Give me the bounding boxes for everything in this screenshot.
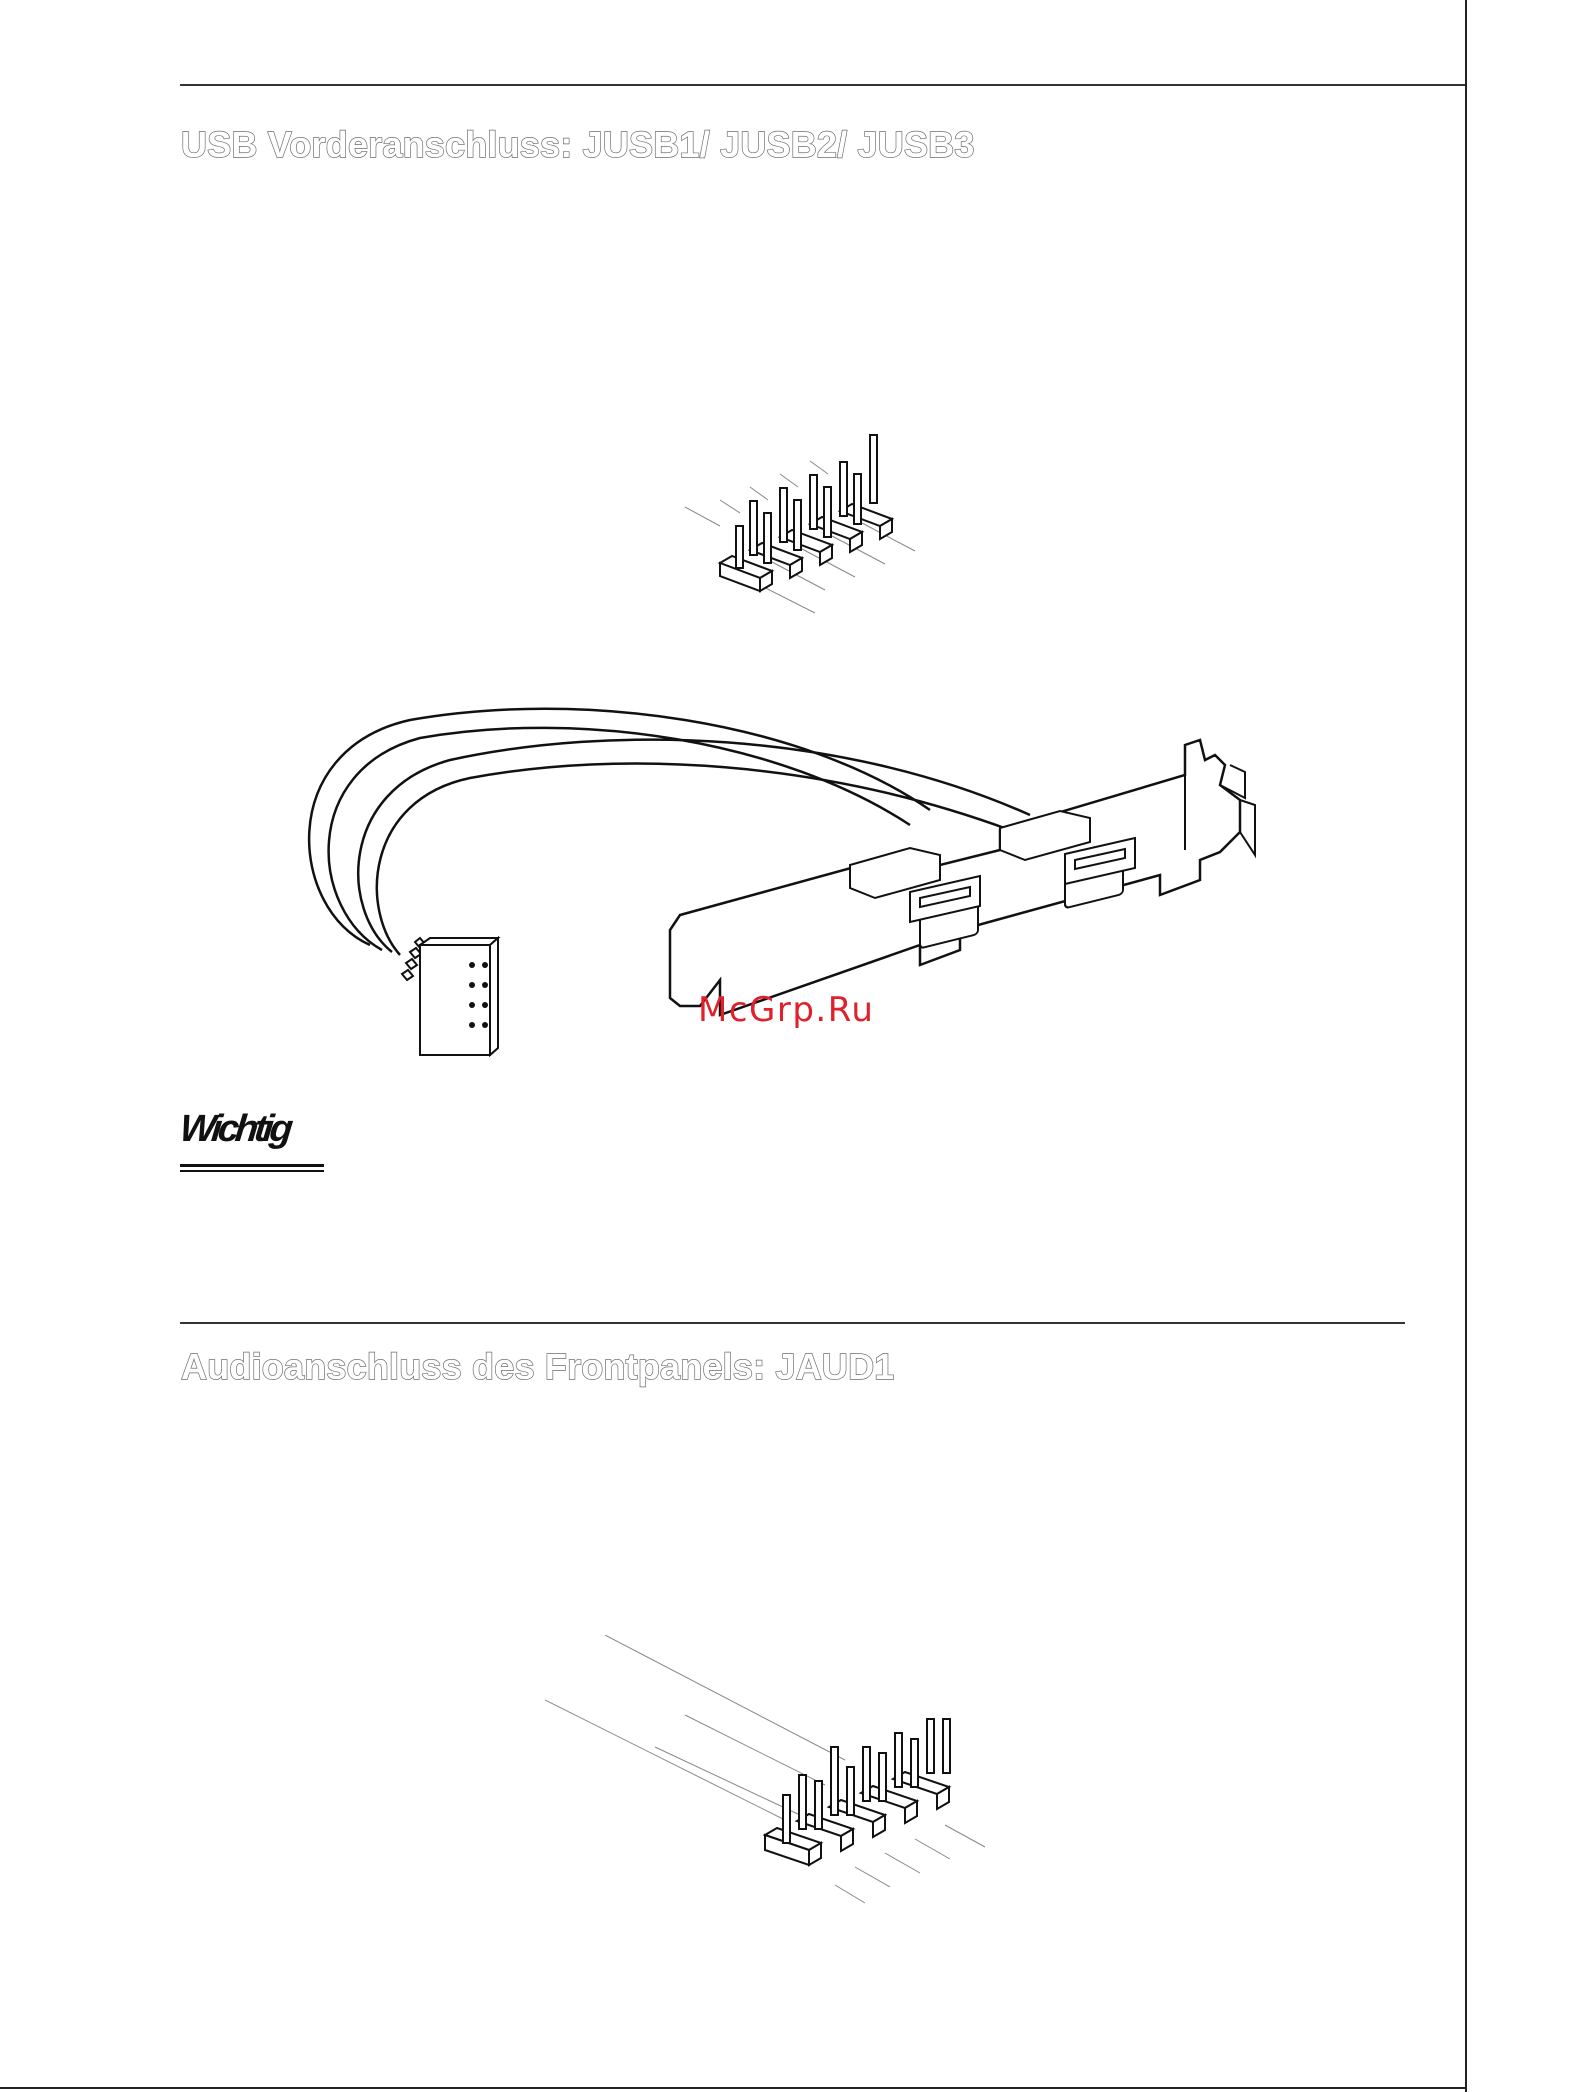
section-rule-audio [180,1322,1405,1324]
important-note-label: Wichtig [177,1108,292,1150]
important-note [177,1108,292,1151]
usb-pin-header-diagram [680,425,950,615]
section-rule-usb [180,84,1465,86]
watermark: McGrp.Ru [698,990,875,1030]
audio-pin-header-diagram [545,1635,1005,1945]
audio-section-heading: Audioanschluss des Frontpanels: JAUD1 [181,1346,895,1387]
usb-internal-plug [420,945,490,1055]
important-note-underline-secondary [180,1170,324,1172]
important-note-underline [180,1164,324,1167]
audio-pin-block-1 [765,1828,821,1865]
bracket-plate [670,740,1240,1015]
page-frame-right [1465,0,1467,2092]
usb-section-heading: USB Vorderanschluss: JUSB1/ JUSB2/ JUSB3 [181,124,975,165]
page-frame-bottom [0,2087,1467,2089]
